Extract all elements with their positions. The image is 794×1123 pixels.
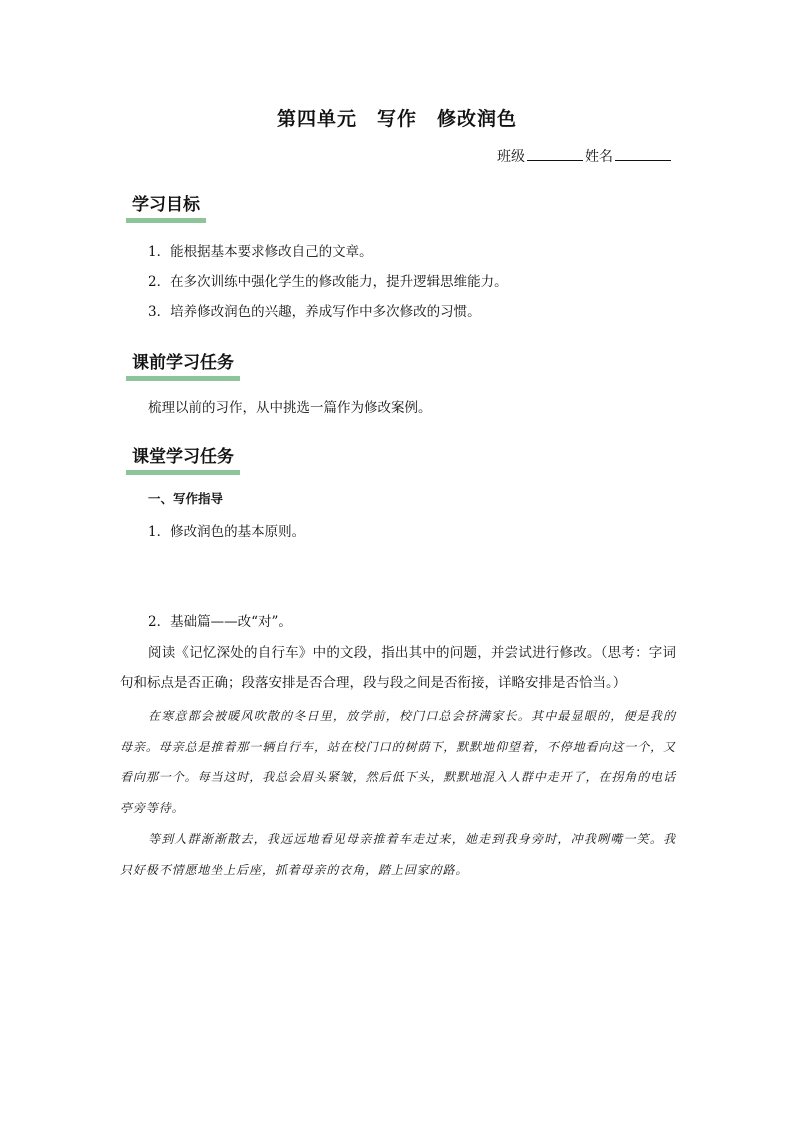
name-label: 姓名 [585, 149, 613, 165]
page-title: 第四单元 写作 修改润色 [276, 108, 517, 130]
sample-paragraph-2: 等到人群渐渐散去，我远远地看见母亲推着车走过来，她走到我身旁时，冲我咧嘴一笑。我只好极不情愿地坐上后座，抓着母亲的衣角，踏上回家的路。 [120, 832, 676, 877]
pre-class-text: 梳理以前的习作，从中挑选一篇作为修改案例。 [148, 400, 432, 416]
goal-item: 2．在多次训练中强化学生的修改能力，提升逻辑思维能力。 [148, 274, 508, 290]
basic-item: 2．基础篇——改“对”。 [148, 614, 292, 630]
in-class-heading: 课堂学习任务 [126, 442, 240, 475]
class-blank [527, 146, 583, 161]
goal-item: 1．能根据基本要求修改自己的文章。 [148, 244, 373, 260]
goals-heading: 学习目标 [126, 190, 206, 223]
class-name-line [497, 146, 673, 166]
name-blank [615, 146, 671, 161]
pre-class-heading: 课前学习任务 [126, 348, 240, 381]
class-label: 班级 [497, 149, 525, 165]
sample-paragraph-1: 在寒意都会被暖风吹散的冬日里，放学前，校门口总会挤满家长。其中最显眼的，便是我的母亲。母亲总是推着那一辆自行车，站在校门口的树荫下，默默地仰望着，不停地看向这一个，又看向那一个。每当这时，我总会眉头紧皱，然后低下头，默默地混入人群中走开了，在拐角的电话亭旁等待。 [120, 709, 676, 815]
goal-item: 3．培养修改润色的兴趣，养成写作中多次修改的习惯。 [148, 304, 481, 320]
instruction-paragraph: 阅读《记忆深处的自行车》中的文段，指出其中的问题，并尝试进行修改。（思考：字词句和标点是否正确；段落安排是否合理，段与段之间是否衔接，详略安排是否恰当。） [120, 645, 676, 691]
principle-item: 1．修改润色的基本原则。 [148, 524, 306, 540]
section-title: 一、写作指导 [148, 491, 224, 506]
